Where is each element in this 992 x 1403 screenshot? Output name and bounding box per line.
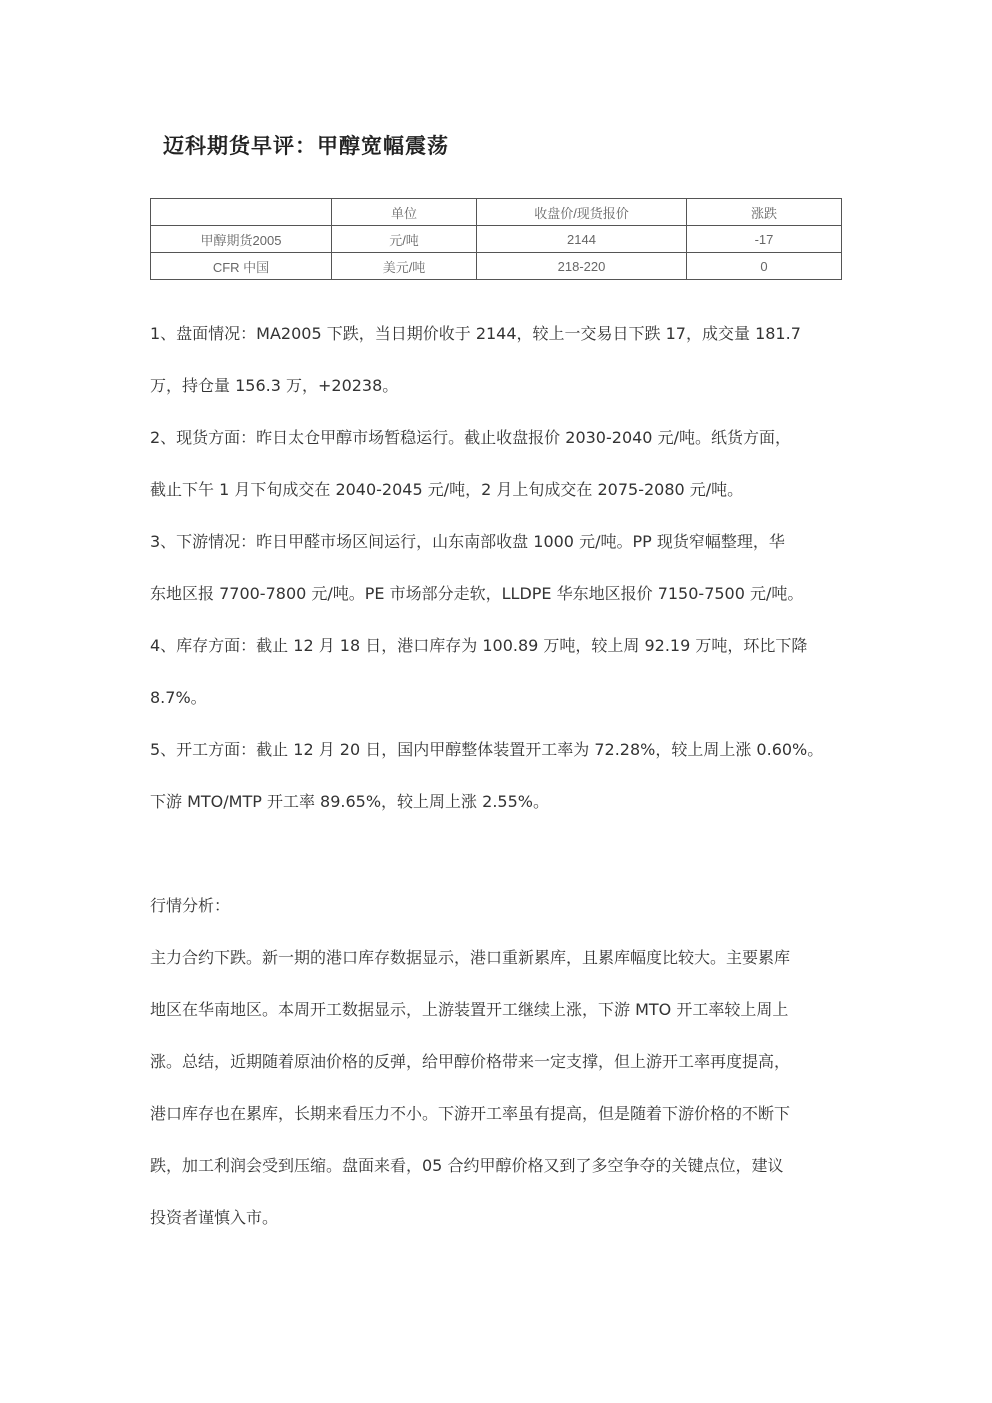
table-header-cell: 涨跌	[687, 199, 842, 226]
table-cell: 甲醇期货2005	[151, 226, 332, 253]
text-line: 跌，加工利润会受到压缩。盘面来看，05 合约甲醇价格又到了多空争夺的关键点位，建议	[150, 1156, 784, 1175]
table-header-cell: 单位	[332, 199, 477, 226]
text-line: 地区在华南地区。本周开工数据显示，上游装置开工继续上涨，下游 MTO 开工率较上周上	[150, 1000, 789, 1019]
table-header-cell: 收盘价/现货报价	[477, 199, 687, 226]
table-cell: -17	[687, 226, 842, 253]
text-line: 主力合约下跌。新一期的港口库存数据显示，港口重新累库，且累库幅度比较大。主要累库	[150, 948, 791, 967]
text-line: 涨。总结，近期随着原油价格的反弹，给甲醇价格带来一定支撑，但上游开工率再度提高，	[150, 1052, 791, 1071]
text-line: 港口库存也在累库，长期来看压力不小。下游开工率虽有提高，但是随着下游价格的不断下	[150, 1104, 791, 1123]
text-line: 1、盘面情况：MA2005 下跌，当日期价收于 2144，较上一交易日下跌 17，成交量 181.7	[150, 324, 801, 343]
text-line: 2、现货方面：昨日太仓甲醇市场暂稳运行。截止收盘报价 2030-2040 元/吨。纸货方面，	[150, 428, 791, 447]
text-line: 万，持仓量 156.3 万，+20238。	[150, 376, 399, 395]
price-table	[150, 198, 842, 280]
table-cell: 0	[687, 253, 842, 280]
text-line: 8.7%。	[150, 688, 207, 707]
table-header-cell	[151, 199, 332, 226]
text-line: 5、开工方面：截止 12 月 20 日，国内甲醇整体装置开工率为 72.28%，较上周上涨 0.60%。	[150, 740, 824, 759]
text-line: 截止下午 1 月下旬成交在 2040-2045 元/吨，2 月上旬成交在 2075-2080 元/吨。	[150, 480, 744, 499]
text-line: 下游 MTO/MTP 开工率 89.65%，较上周上涨 2.55%。	[150, 792, 549, 811]
text-line: 投资者谨慎入市。	[150, 1208, 279, 1227]
table-cell: CFR 中国	[151, 253, 332, 280]
text-line: 4、库存方面：截止 12 月 18 日，港口库存为 100.89 万吨，较上周 92.19 万吨，环比下降	[150, 636, 808, 655]
table-cell: 美元/吨	[332, 253, 477, 280]
table-header-row	[151, 199, 842, 226]
table-cell: 元/吨	[332, 226, 477, 253]
section-heading: 行情分析：	[150, 896, 231, 915]
table-row	[151, 253, 842, 280]
table-cell: 2144	[477, 226, 687, 253]
table-row	[151, 226, 842, 253]
text-line: 3、下游情况：昨日甲醛市场区间运行，山东南部收盘 1000 元/吨。PP 现货窄幅整理，华	[150, 532, 785, 551]
table-cell: 218-220	[477, 253, 687, 280]
article-title: 迈科期货早评：甲醇宽幅震荡	[163, 134, 449, 158]
text-line: 东地区报 7700-7800 元/吨。PE 市场部分走软，LLDPE 华东地区报价 7150-7500 元/吨。	[150, 584, 804, 603]
